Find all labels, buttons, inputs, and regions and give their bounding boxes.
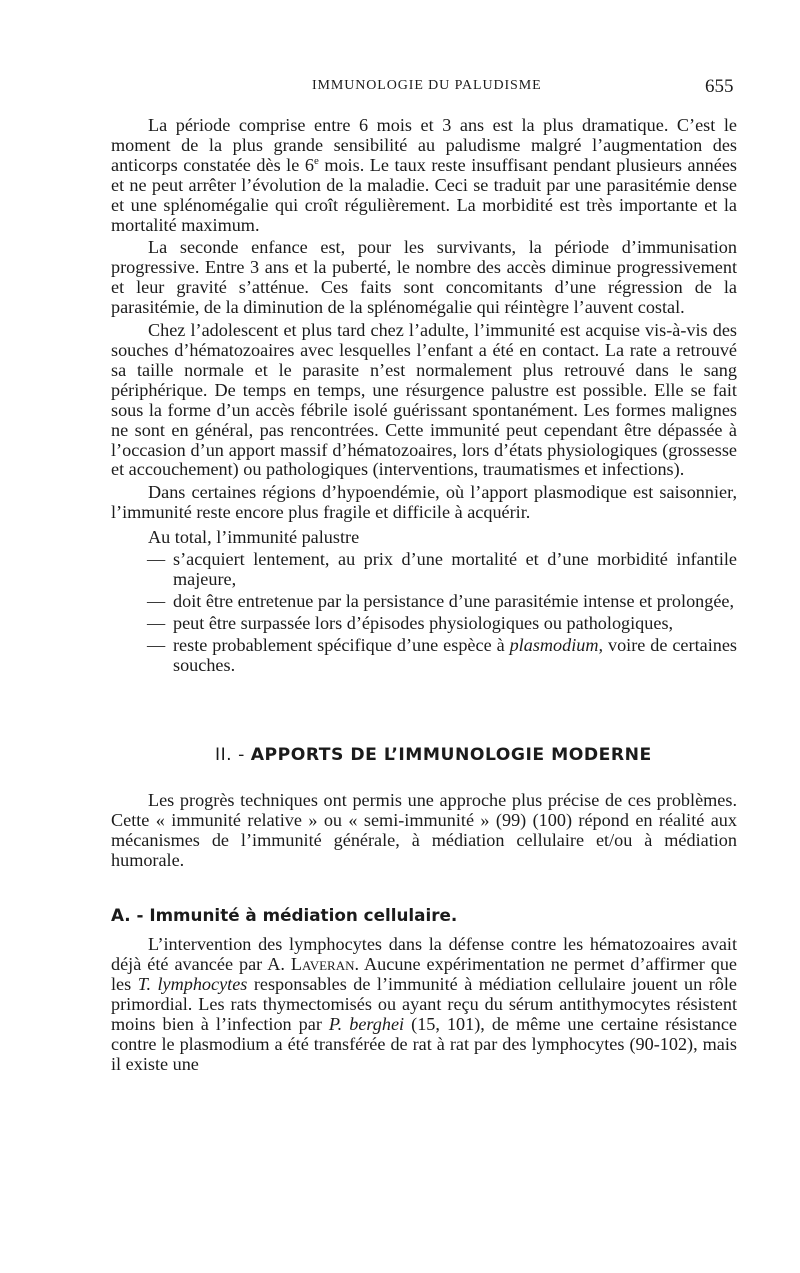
body-text	[111, 116, 737, 1074]
list-item-text: reste probablement spécifique d’une espèce à	[173, 634, 510, 655]
paragraph-text: La période comprise entre 6 mois et 3 ans est la plus dramatique. C’est le moment de la plus grande sensibilité au paludisme malgré l’augmentation des anticorps constatée dès le 6	[111, 115, 737, 175]
paragraph-adolescence: Chez l’adolescent et plus tard chez l’adulte, l’immunité est acquise vis-à-vis des souches d’hématozoaires avec lesquelles l’enfant a été en contact. La rate a retrouvé sa taille normale et le parasite n’est normalement plus retrouvé dans le sang périphérique. De temps en temps, une résurgence palustre est possible. Elle se fait sous la forme d’un accès fébrile isolé guérissant spontanément. Les formes malignes ne sont en général, pas rencontrées. Cette immunité peut cependant être dépassée à l’occasion d’un apport massif d’hématozoaires, lors d’états physiologiques (grossesse et accouchement) ou pathologiques (interventions, traumatismes et infections).	[111, 320, 737, 480]
paragraph-cellular-immunity	[111, 935, 737, 1074]
list-item	[111, 636, 737, 676]
subsection-title: Immunité à médiation cellulaire.	[149, 905, 458, 926]
list-item-italic: plasmodium,	[509, 634, 604, 655]
list-dash: —	[147, 634, 166, 655]
list-item-text: doit être entretenue par la persistance d’une parasitémie intense et prolongée,	[173, 590, 735, 611]
list-lead-in: Au total, l’immunité palustre	[148, 527, 360, 548]
list-item	[111, 550, 737, 590]
paragraph-text: L’intervention des lymphocytes dans la défense contre les hématozoaires avait déjà été avancée par A.	[111, 934, 737, 974]
paragraph-text: responsables de l’immunité à médiation cellulaire jouent un rôle primordial. Les rats thymectomisés ou ayant reçu du sérum antithymocytes résistent moins bien à l’infection par	[111, 973, 737, 1034]
spacer	[111, 765, 737, 791]
section-heading	[111, 745, 737, 765]
paragraph-hypoendemia: Dans certaines régions d’hypoendémie, où l’apport plasmodique est saisonnier, l’immunité reste encore plus fragile et difficile à acquérir.	[111, 482, 737, 523]
paragraph-second-childhood: La seconde enfance est, pour les survivants, la période d’immunisation progressive. Entre 3 ans et la puberté, le nombre des accès diminue progressivement et leur gravité s’atténue. Ces faits sont concomitants d’une régression de la parasitémie, de la diminution de la splénomégalie qui réintègre l’auvent costal.	[111, 237, 737, 318]
list-item	[111, 614, 737, 634]
author-name: Laveran	[290, 954, 355, 974]
list-dash: —	[147, 549, 166, 570]
section-number: II. -	[215, 745, 251, 766]
immunity-summary-list	[111, 550, 737, 675]
list-item-text: peut être surpassée lors d’épisodes physiologiques ou pathologiques,	[173, 612, 674, 633]
section-title: APPORTS DE L’IMMUNOLOGIE MODERNE	[250, 745, 652, 766]
paragraph-text: (15, 101), de même une certaine résistance contre le plasmodium a été transférée de rat à rat par des lymphocytes (90-102), mais il existe une	[111, 1013, 738, 1074]
superscript: e	[313, 154, 319, 167]
list-dash: —	[147, 612, 166, 633]
paragraph-text: mois. Le taux reste insuffisant pendant plusieurs années et ne peut arrêter l’évolution de la maladie. Ceci se traduit par une parasitémie dense et une splénomégalie qui croît régulièrement. La morbidité est très importante et la mortalité maximum.	[111, 154, 737, 235]
list-dash: —	[147, 590, 166, 611]
paragraph-section-intro: Les progrès techniques ont permis une approche plus précise de ces problèmes. Cette « immunité relative » ou « semi-immunité » (99) (100) répond en réalité aux mécanismes de l’immunité générale, à médiation cellulaire et/ou à médiation humorale.	[111, 790, 737, 871]
list-item	[111, 592, 737, 612]
running-title: IMMUNOLOGIE DU PALUDISME	[312, 78, 542, 93]
italic-term: T. lymphocytes	[137, 973, 248, 994]
list-item-text: s’acquiert lentement, au prix d’une mortalité et d’une morbidité infantile majeure,	[173, 549, 737, 589]
page-number: 655	[705, 76, 734, 97]
list-item-tail: voire de certaines souches.	[173, 634, 737, 675]
running-header	[0, 76, 800, 100]
subsection-heading	[111, 905, 737, 925]
paragraph-text: . Aucune expérimentation ne permet d’affirmer que les	[111, 954, 737, 994]
paragraph-early-childhood	[111, 116, 737, 235]
italic-term: P. berghei	[328, 1013, 405, 1034]
subsection-letter: A. -	[111, 905, 150, 926]
